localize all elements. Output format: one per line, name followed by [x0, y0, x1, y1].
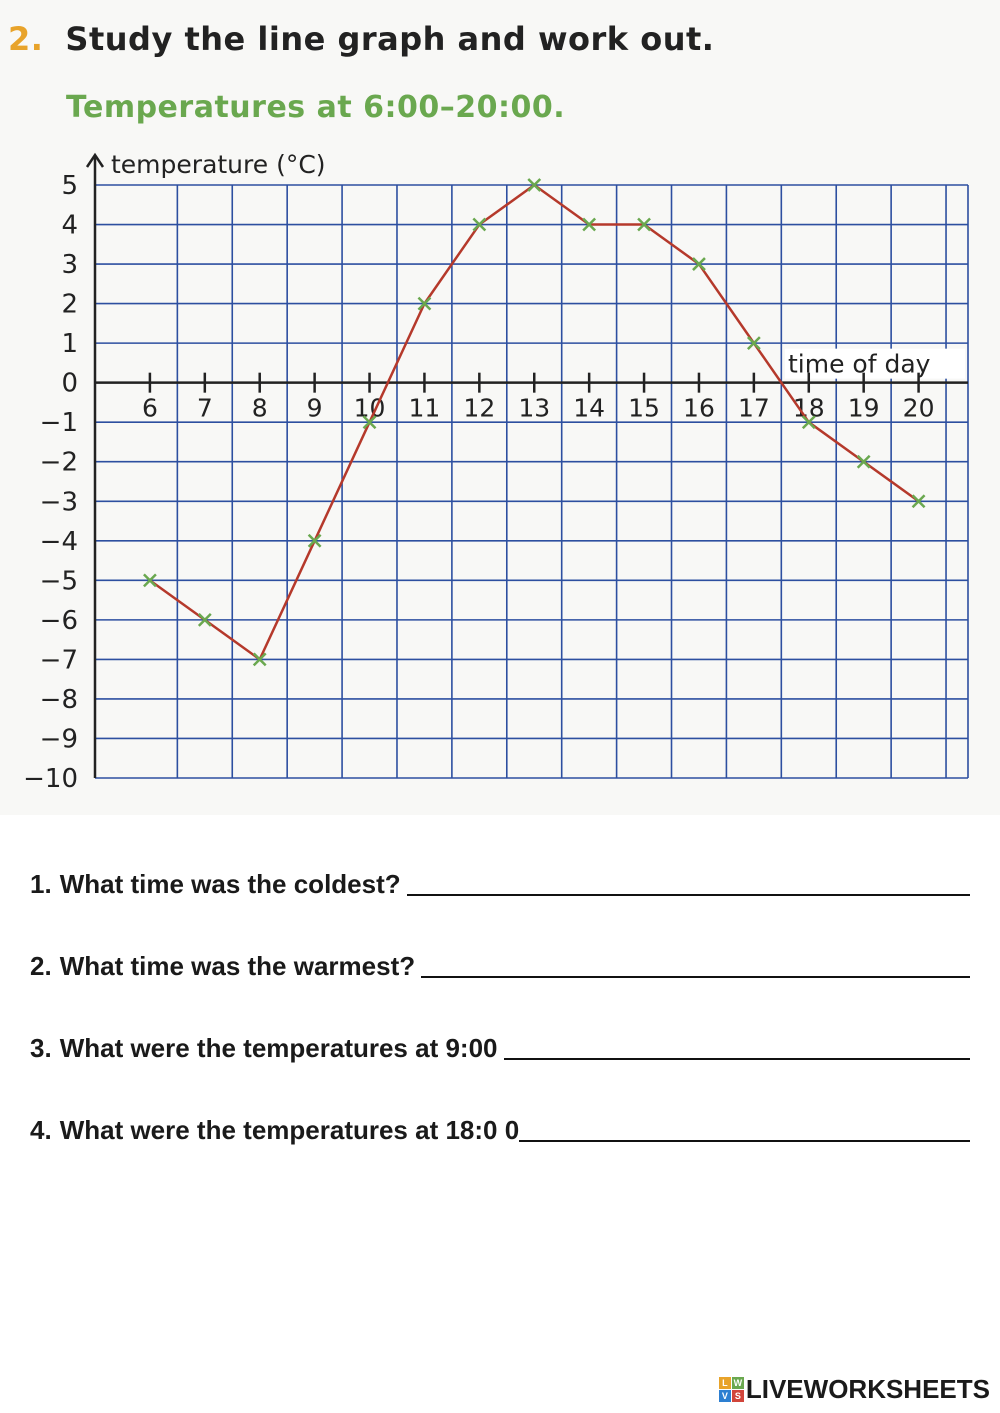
- y-tick-label: 4: [61, 210, 78, 241]
- y-tick-label: 2: [61, 289, 78, 320]
- chart-title: Temperatures at 6:00–20:00.: [66, 90, 566, 125]
- y-tick-label: −9: [39, 724, 78, 755]
- x-tick-label: 12: [463, 393, 496, 423]
- x-tick-label: 16: [683, 393, 715, 423]
- y-tick-label: 1: [61, 329, 78, 360]
- logo-letter: V: [719, 1390, 731, 1402]
- answer-field-2[interactable]: [421, 950, 970, 978]
- y-axis-label: temperature (°C): [111, 150, 326, 179]
- question-list: [30, 860, 970, 1188]
- x-tick-label: 7: [196, 393, 213, 423]
- brand-logo-icon: [719, 1377, 744, 1402]
- y-tick-label: −2: [39, 447, 78, 478]
- x-tick-label: 17: [737, 393, 770, 423]
- y-tick-label: −1: [39, 408, 78, 439]
- y-tick-label: −6: [39, 605, 78, 636]
- x-axis-label: time of day: [788, 349, 931, 379]
- y-tick-label: −8: [39, 684, 78, 715]
- x-tick-label: 15: [628, 393, 660, 423]
- logo-letter: S: [732, 1390, 744, 1402]
- x-tick-label: 9: [306, 393, 323, 423]
- answer-field-3[interactable]: [504, 1032, 971, 1060]
- question-item: [30, 942, 970, 982]
- x-tick-label: 8: [251, 393, 268, 423]
- y-tick-label: −4: [39, 526, 78, 557]
- x-tick-label: 14: [573, 393, 606, 423]
- x-tick-label: 11: [408, 393, 441, 423]
- question-number: 2.: [30, 951, 52, 981]
- question-text: What were the temperatures at 18:0 0: [59, 1115, 520, 1145]
- y-tick-label: 5: [61, 171, 78, 201]
- x-tick-label: 13: [518, 393, 551, 423]
- exercise-instruction: Study the line graph and work out.: [65, 20, 715, 58]
- question-number: 1.: [30, 869, 52, 899]
- y-tick-label: −10: [23, 764, 78, 794]
- y-tick-label: 0: [61, 368, 78, 399]
- question-number: 3.: [30, 1033, 52, 1063]
- question-text: What were the temperatures at 9:00: [59, 1033, 498, 1063]
- brand-name: LIVEWORKSHEETS: [745, 1374, 990, 1404]
- x-tick-label: 18: [792, 393, 825, 423]
- logo-letter: W: [733, 1378, 743, 1388]
- x-tick-label: 20: [902, 393, 935, 423]
- question-item: [30, 1024, 970, 1064]
- question-text: What time was the warmest?: [59, 951, 416, 981]
- y-tick-label: −3: [39, 487, 78, 518]
- question-text: What time was the coldest?: [59, 869, 401, 899]
- question-number: 4.: [30, 1115, 52, 1145]
- question-item: [30, 860, 970, 900]
- exercise-number: 2.: [8, 20, 44, 58]
- x-tick-label: 6: [141, 393, 158, 423]
- question-item: [30, 1106, 970, 1146]
- y-tick-label: −7: [39, 645, 78, 676]
- logo-letter: L: [719, 1377, 731, 1389]
- y-tick-label: 3: [61, 250, 78, 281]
- y-tick-label: −5: [39, 566, 78, 597]
- chart-grid: [95, 185, 968, 778]
- answer-field-4[interactable]: [519, 1114, 970, 1142]
- x-tick-label: 10: [353, 393, 386, 423]
- x-tick-label: 19: [847, 393, 880, 423]
- answer-field-1[interactable]: [407, 868, 970, 896]
- brand-mark: [719, 1374, 990, 1405]
